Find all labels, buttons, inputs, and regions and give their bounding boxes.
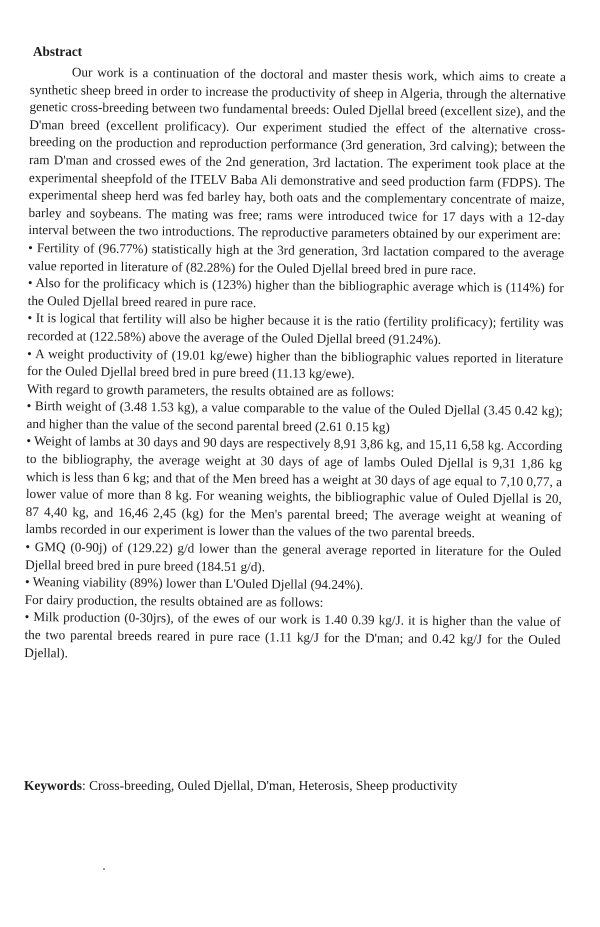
keywords-label: Keywords — [24, 778, 83, 793]
abstract-bullet-gmq: • GMQ (0-90j) of (129.22) g/d lower than the general average reported in literature for the Ouled Djellal breed bred in pure breed (184.51 g/d). — [25, 539, 562, 574]
abstract-paragraph-intro: Our work is a continuation of the doctoral and master thesis work, which aims to create a synthetic sheep breed in order to increase the productivity of sheep in Algeria, through the alternative genetic cross-breeding between two fundamental breeds: Ouled Djellal breed (excellent size), and the D'man breed (excellent prolificacy). Our experiment studied the effect of the alternative cross-breeding on the production and reproduction performance (3rd generation, 3rd calving); between the ram D'man and crossed ewes of the 2nd generation, 3rd lactation. The experiment took place at the experimental sheepfold of the ITELV Baba Ali demonstrative and seed production farm (FDPS). The experimental sheep herd was fed barley hay, both oats and the complementary concentrate of maize, barley and soybeans. The mating was free; rams were introduced twice for 17 days with a 12-day interval between the two introductions. The reproductive parameters obtained by our experiment are: — [28, 64, 566, 243]
abstract-bullet-fecundity: • It is logical that fertility will also be higher because it is the ratio (fertility prolificacy); fertility was recorded at (122.58%) above the average of the Ouled Djellal breed (91.24%). — [27, 310, 564, 347]
abstract-bullet-birth-weight: • Birth weight of (3.48 1.53 kg), a value comparable to the value of the Ouled Djellal (3.45 0.42 kg); and higher than the value of the second parental breed (2.61 0.15 kg) — [26, 398, 563, 435]
abstract-bullet-milk-production: • Milk production (0-30jrs), of the ewes of our work is 1.40 0.39 kg/J. it is higher than the value of the two parental breeds reared in pure race (1.11 kg/J for the D'man; and 0.42 kg/J for the Ouled Djellal). — [24, 609, 561, 660]
abstract-dairy-intro: For dairy production, the results obtained are as follows: — [24, 591, 324, 610]
scan-speck — [103, 868, 105, 870]
abstract-bullet-fertility: • Fertility of (96.77%) statistically high at the 3rd generation, 3rd lactation compared to the average value reported in literature of (82.28%) for the Ouled Djellal breed bred in pure race. — [27, 239, 565, 277]
abstract-growth-intro: With regard to growth parameters, the results obtained are as follows: — [26, 380, 395, 400]
abstract-heading: Abstract — [33, 44, 83, 59]
keywords-line — [24, 778, 584, 794]
abstract-bullet-prolificacy: • Also for the prolificacy which is (123%) higher than the bibliographic average which is (114%) for the Ouled Djellal breed reared in pure race. — [27, 275, 564, 310]
abstract-body — [24, 63, 566, 666]
abstract-bullet-weight-productivity: • A weight productivity of (19.01 kg/ewe) higher than the bibliographic values reported in literature for the Ouled Djellal breed bred in pure breed (11.13 kg/ewe). — [26, 345, 564, 382]
abstract-bullet-lamb-weights: • Weight of lambs at 30 days and 90 days are respectively 8,91 3,86 kg, and 15,11 6,58 kg. According to the bibliography, the average weight at 30 days of age of lambs Ouled Djellal is 9,31 1,86 kg which is less than 6 kg; and that of the Men breed has a weight at 30 days of age equal to 7,10 0,77, a lower value of more than 8 kg. For weaning weights, the bibliographic value of Ouled Djellal is 20, 87 4,40 kg, and 16,46 2,45 (kg) for the Men's parental breed; The average weight at weaning of lambs recorded in our experiment is lower than the values of the two parental breeds. — [25, 433, 563, 541]
abstract-bullet-weaning-viability: • Weaning viability (89%) lower than L'Ouled Djellal (94.24%). — [24, 574, 364, 593]
keywords-text: : Cross-breeding, Ouled Djellal, D'man, Heterosis, Sheep productivity — [82, 778, 458, 793]
